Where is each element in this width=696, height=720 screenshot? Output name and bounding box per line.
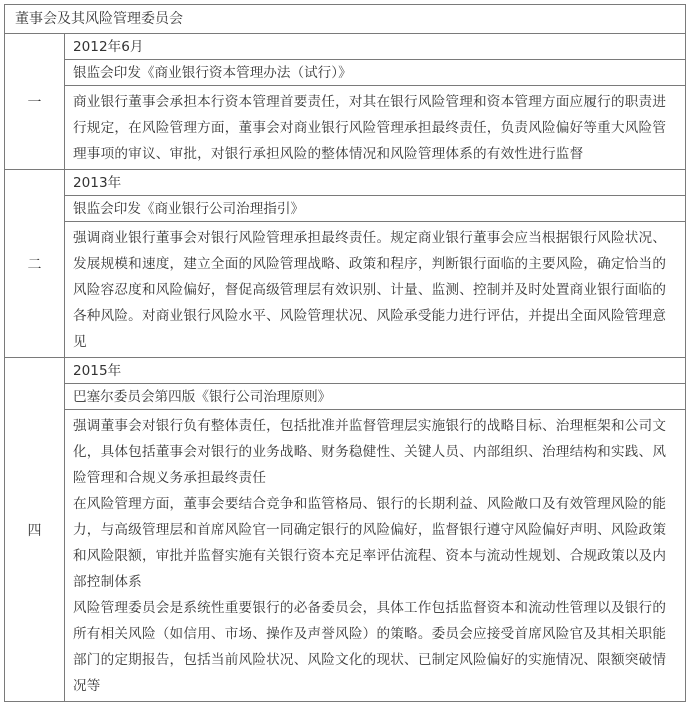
row-year: 2015年 [65,358,686,384]
table-row [5,222,686,358]
row-description [65,410,686,702]
row-source: 巴塞尔委员会第四版《银行公司治理原则》 [65,384,686,410]
row-year: 2012年6月 [65,34,686,60]
description-paragraph: 风险管理委员会是系统性重要银行的必备委员会，具体工作包括监督资本和流动性管理以及银行的所有相关风险（如信用、市场、操作及声誉风险）的策略。委员会应接受首席风险官及其相关职能部门的定期报告，包括当前风险状况、风险文化的现状、已制定风险偏好的实施情况、限额突破情况等 [73,600,667,694]
row-year: 2013年 [65,170,686,196]
table-row [5,86,686,170]
table-row [5,196,686,222]
table-row [5,60,686,86]
description-paragraph: 在风险管理方面，董事会要结合竞争和监管格局、银行的长期利益、风险敞口及有效管理风险的能力，与高级管理层和首席风险官一同确定银行的风险偏好，监督银行遵守风险偏好声明、风险政策和风险限额，审批并监督实施有关银行资本充足率评估流程、资本与流动性规划、合规政策以及内部控制体系 [73,496,667,590]
row-index: 一 [5,34,65,170]
row-source: 银监会印发《商业银行公司治理指引》 [65,196,686,222]
row-source: 银监会印发《商业银行资本管理办法（试行）》 [65,60,686,86]
table-row [5,170,686,196]
table-row [5,358,686,384]
table-row [5,34,686,60]
regulation-table [4,33,686,702]
table-title: 董事会及其风险管理委员会 [4,4,686,33]
row-description [65,222,686,358]
description-paragraph: 强调董事会对银行负有整体责任，包括批准并监督管理层实施银行的战略目标、治理框架和公司文化，具体包括董事会对银行的业务战略、财务稳健性、关键人员、内部组织、治理结构和实践、风险管理和合规义务承担最终责任 [73,418,667,486]
description-paragraph: 强调商业银行董事会对银行风险管理承担最终责任。规定商业银行董事会应当根据银行风险状况、发展规模和速度，建立全面的风险管理战略、政策和程序，判断银行面临的主要风险，确定恰当的风险容忍度和风险偏好，督促高级管理层有效识别、计量、监测、控制并及时处置商业银行面临的各种风险。对商业银行风险水平、风险管理状况、风险承受能力进行评估，并提出全面风险管理意见 [73,230,667,350]
row-index: 四 [5,358,65,702]
row-index: 二 [5,170,65,358]
table-row [5,410,686,702]
table-row [5,384,686,410]
row-description [65,86,686,170]
description-paragraph: 商业银行董事会承担本行资本管理首要责任，对其在银行风险管理和资本管理方面应履行的职责进行规定，在风险管理方面，董事会对商业银行风险管理承担最终责任，负责风险偏好等重大风险管理事项的审议、审批，对银行承担风险的整体情况和风险管理体系的有效性进行监督 [73,94,667,162]
